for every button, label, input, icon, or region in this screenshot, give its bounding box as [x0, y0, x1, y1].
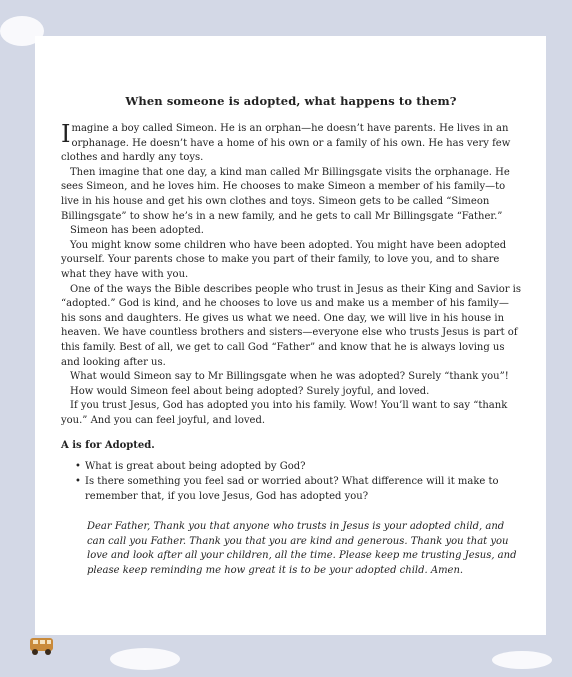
paragraph: If you trust Jesus, God has adopted you into his family. Wow! You’ll want to say “thank you.” And you can feel joyful, and loved. — [61, 400, 508, 426]
paragraph: How would Simeon feel about being adopted? Surely joyful, and loved. — [70, 385, 430, 397]
bus-icon — [28, 635, 56, 657]
paragraph: Simeon has been adopted. — [70, 225, 204, 237]
drop-cap: I — [61, 120, 71, 148]
book-page — [35, 36, 546, 635]
page-heading: When someone is adopted, what happens to them? — [125, 94, 457, 108]
paragraph-text: magine a boy called Simeon. He is an orphan—he doesn’t have parents. He lives in an orphanage. He doesn’t have a home of his own or a family of his own. He has very few clothes and hardly any toys. — [61, 123, 511, 164]
question-list — [61, 460, 521, 504]
cloud-decoration — [492, 651, 552, 669]
page-content — [61, 94, 521, 579]
paragraph: One of the ways the Bible describes people who trust in Jesus as their King and Savior is “adopted.” God is kind, and he chooses to love us and make us a member of his family—his sons and daughters. He gives us what we need. One day, we will live in his house in heaven. We have countless brothers and sisters—everyone else who trusts Jesus is part of this family. Best of all, we get to call God “Father” and know that he is always loving us and looking after us. — [61, 283, 522, 368]
paragraph: Then imagine that one day, a kind man called Mr Billingsgate visits the orphanage. He sees Simeon, and he loves him. He chooses to make Simeon a member of his family—to live in his house and get his own clothes and toys. Simeon gets to be called “Simeon Billingsgate” to show he’s in a new family, and he gets to call Mr Billingsgate “Father.” — [61, 166, 510, 222]
cloud-decoration — [110, 648, 180, 670]
list-item: • Is there something you feel sad or worried about? What difference will it make to remember that, if you love Jesus, God has adopted you? — [77, 475, 521, 504]
prayer-text: Dear Father, Thank you that anyone who trusts in Jesus is your adopted child, and can call you Father. Thank you that you are kind and generous. Thank you that you love and look after all your children, all the time. Please keep me trusting Jesus, and please keep reminding me how great it is to be your adopted child. Amen. — [87, 521, 517, 577]
paragraph: You might know some children who have been adopted. You might have been adopted yourself. Your parents chose to make you part of their family, to love you, and to share what they have with you. — [61, 239, 507, 280]
list-item: • What is great about being adopted by God? — [77, 460, 521, 475]
paragraph — [61, 122, 521, 166]
section-title: A is for Adopted. — [61, 440, 155, 452]
paragraph: What would Simeon say to Mr Billingsgate when he was adopted? Surely “thank you”! — [70, 371, 509, 383]
